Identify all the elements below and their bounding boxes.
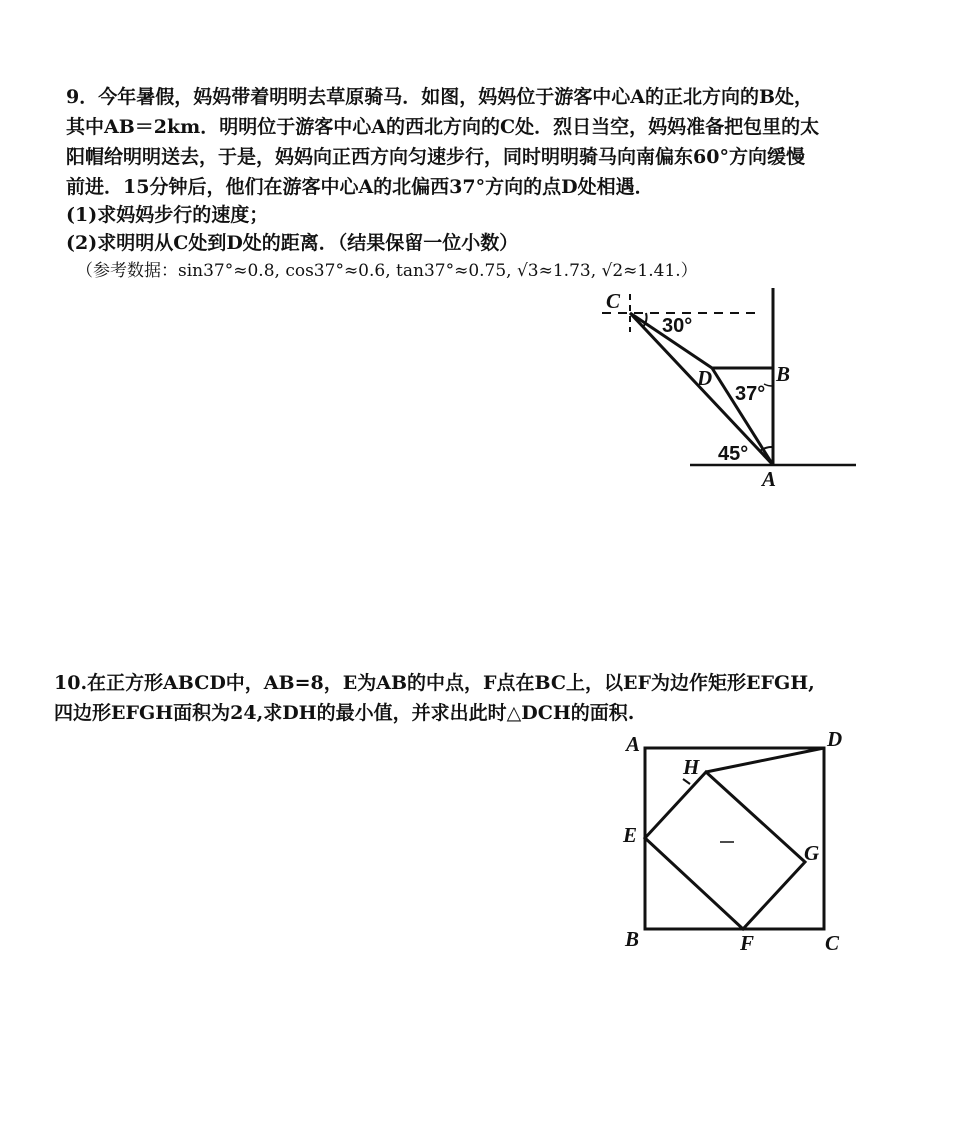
point-a-label: A	[762, 467, 777, 491]
point-b-label: B	[776, 362, 791, 386]
q9-reference-data: （参考数据：sin37°≈0.8, cos37°≈0.6, tan37°≈0.75, √3≈1.73, √2≈1.41.）	[76, 261, 698, 281]
point-a-label-10: A	[626, 732, 641, 756]
rectangle-efgh	[645, 772, 805, 929]
square-abcd	[645, 748, 824, 929]
q9-question-1: (1)求妈妈步行的速度；	[66, 204, 269, 226]
angle-30-label: 30°	[662, 315, 693, 337]
point-d-label: D	[697, 366, 713, 390]
segment-hd	[706, 748, 824, 772]
point-c-label: C	[606, 289, 621, 313]
angle-45-label: 45°	[718, 443, 749, 465]
q9-line-1: 9．今年暑假，妈妈带着明明去草原骑马．如图，妈妈位于游客中心A的正北方向的B处，	[66, 86, 814, 108]
point-f-label: F	[740, 931, 755, 955]
point-g-label: G	[804, 841, 820, 865]
q9-question-2: (2)求明明从C处到D处的距离．（结果保留一位小数）	[66, 232, 519, 254]
point-h-label: H	[683, 755, 700, 779]
q10-line-1: 10.在正方形ABCD中，AB=8，E为AB的中点，F点在BC上，以EF为边作矩形EFGH,	[54, 672, 815, 694]
point-e-label: E	[623, 823, 638, 847]
q9-line-4: 前进．15分钟后，他们在游客中心A的北偏西37°方向的点D处相遇．	[66, 176, 654, 198]
point-d-label-10: D	[827, 727, 843, 751]
q10-line-2: 四边形EFGH面积为24,求DH的最小值，并求出此时△DCH的面积.	[54, 702, 635, 724]
q9-line-3: 阳帽给明明送去，于是，妈妈向正西方向匀速步行，同时明明骑马向南偏东60°方向缓慢	[66, 146, 805, 168]
q9-line-2: 其中AB＝2km．明明位于游客中心A的西北方向的C处．烈日当空，妈妈准备把包里的太	[66, 116, 820, 138]
angle-37-label: 37°	[735, 383, 766, 405]
point-b-label-10: B	[625, 927, 640, 951]
point-c-label-10: C	[825, 931, 840, 955]
